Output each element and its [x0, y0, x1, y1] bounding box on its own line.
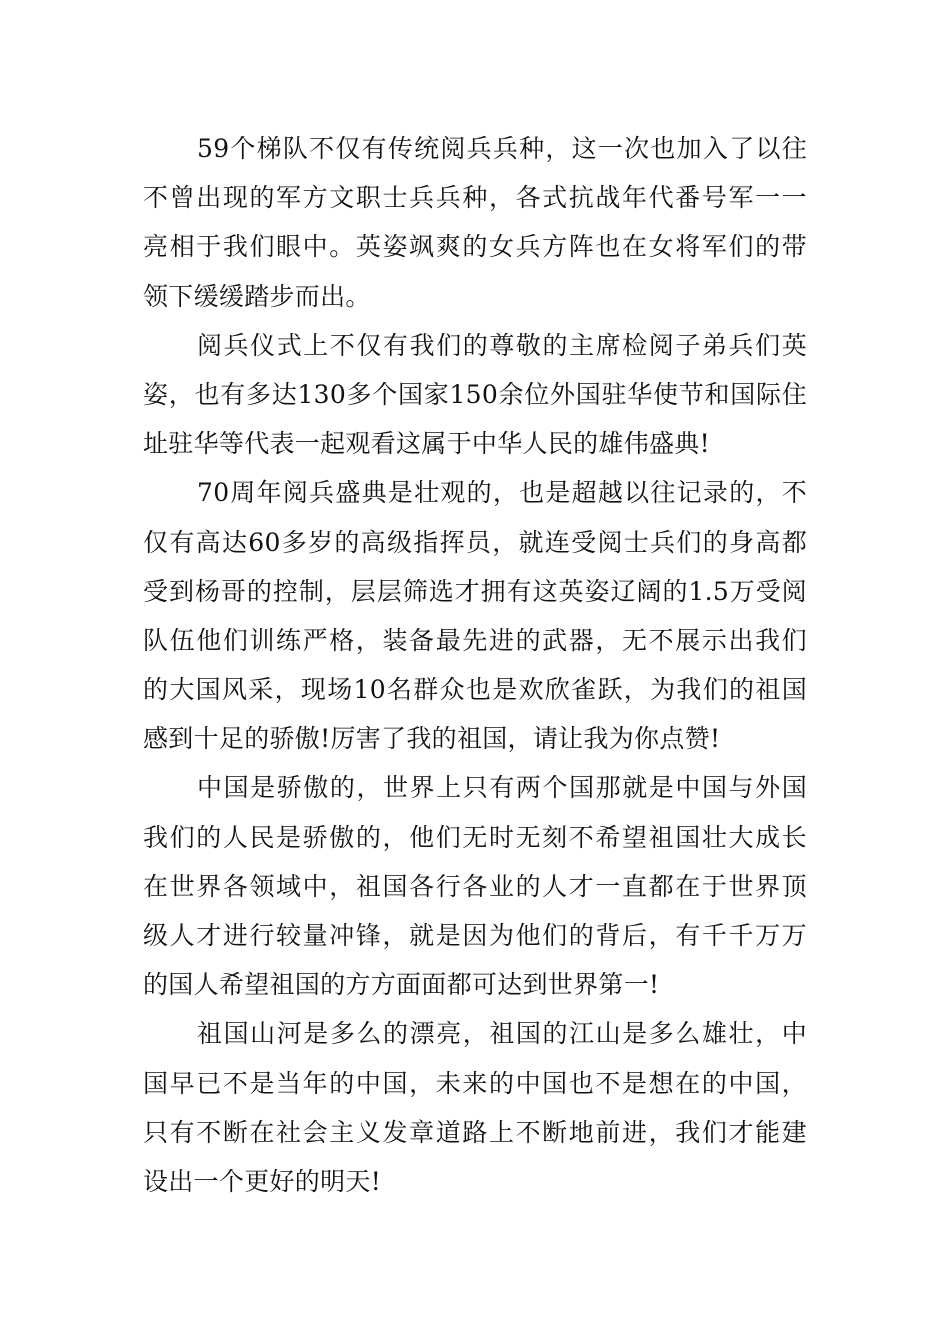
paragraph-3-line-1: 70周年阅兵盛典是壮观的，也是超越以往记录的，不 — [197, 478, 807, 508]
paragraph-3-line-4: 队伍他们训练严格，装备最先进的武器，无不展示出我们 — [143, 625, 807, 655]
paragraph-1-line-4: 领下缓缓踏步而出。 — [143, 281, 371, 311]
paragraph-3-line-5: 的大国风采，现场10名群众也是欢欣雀跃，为我们的祖国 — [143, 675, 807, 705]
paragraph-1-line-1: 59个梯队不仅有传统阅兵兵种，这一次也加入了以往 — [197, 134, 807, 163]
paragraph-3-line-6: 感到十足的骄傲!厉害了我的祖国，请让我为你点赞! — [143, 724, 721, 754]
document-body — [143, 124, 807, 1206]
paragraph-1-line-3: 亮相于我们眼中。英姿飒爽的女兵方阵也在女将军们的带 — [143, 232, 807, 262]
paragraph-2-line-3: 址驻华等代表一起观看这属于中华人民的雄伟盛典! — [143, 429, 710, 459]
paragraph-3-line-2: 仅有高达60多岁的高级指挥员，就连受阅士兵们的身高都 — [143, 527, 807, 557]
paragraph-5-line-3: 只有不断在社会主义发章道路上不断地前进，我们才能建 — [143, 1117, 807, 1147]
paragraph-4-line-5: 的国人希望祖国的方方面面都可达到世界第一! — [143, 970, 660, 1000]
paragraph-5-line-2: 国早已不是当年的中国，未来的中国也不是想在的中国， — [143, 1068, 807, 1098]
paragraph-2-line-1: 阅兵仪式上不仅有我们的尊敬的主席检阅子弟兵们英 — [197, 330, 807, 360]
paragraph-4-line-2: 我们的人民是骄傲的，他们无时无刻不希望祖国壮大成长 — [143, 822, 807, 852]
paragraph-3-line-3: 受到杨哥的控制，层层筛选才拥有这英姿辽阔的1.5万受阅 — [143, 576, 807, 606]
paragraph-4-line-3: 在世界各领域中，祖国各行各业的人才一直都在于世界顶 — [143, 871, 807, 901]
paragraph-5-line-1: 祖国山河是多么的漂亮，祖国的江山是多么雄壮，中 — [197, 1019, 807, 1049]
paragraph-4-line-1: 中国是骄傲的，世界上只有两个国那就是中国与外国 — [197, 773, 807, 803]
paragraph-2-line-2: 姿，也有多达130多个国家150余位外国驻华使节和国际住 — [143, 379, 807, 409]
paragraph-4-line-4: 级人才进行较量冲锋，就是因为他们的背后，有千千万万 — [143, 921, 807, 950]
paragraph-1-line-2: 不曾出现的军方文职士兵兵种，各式抗战年代番号军一一 — [143, 183, 807, 213]
paragraph-5-line-4: 设出一个更好的明天! — [143, 1166, 382, 1196]
